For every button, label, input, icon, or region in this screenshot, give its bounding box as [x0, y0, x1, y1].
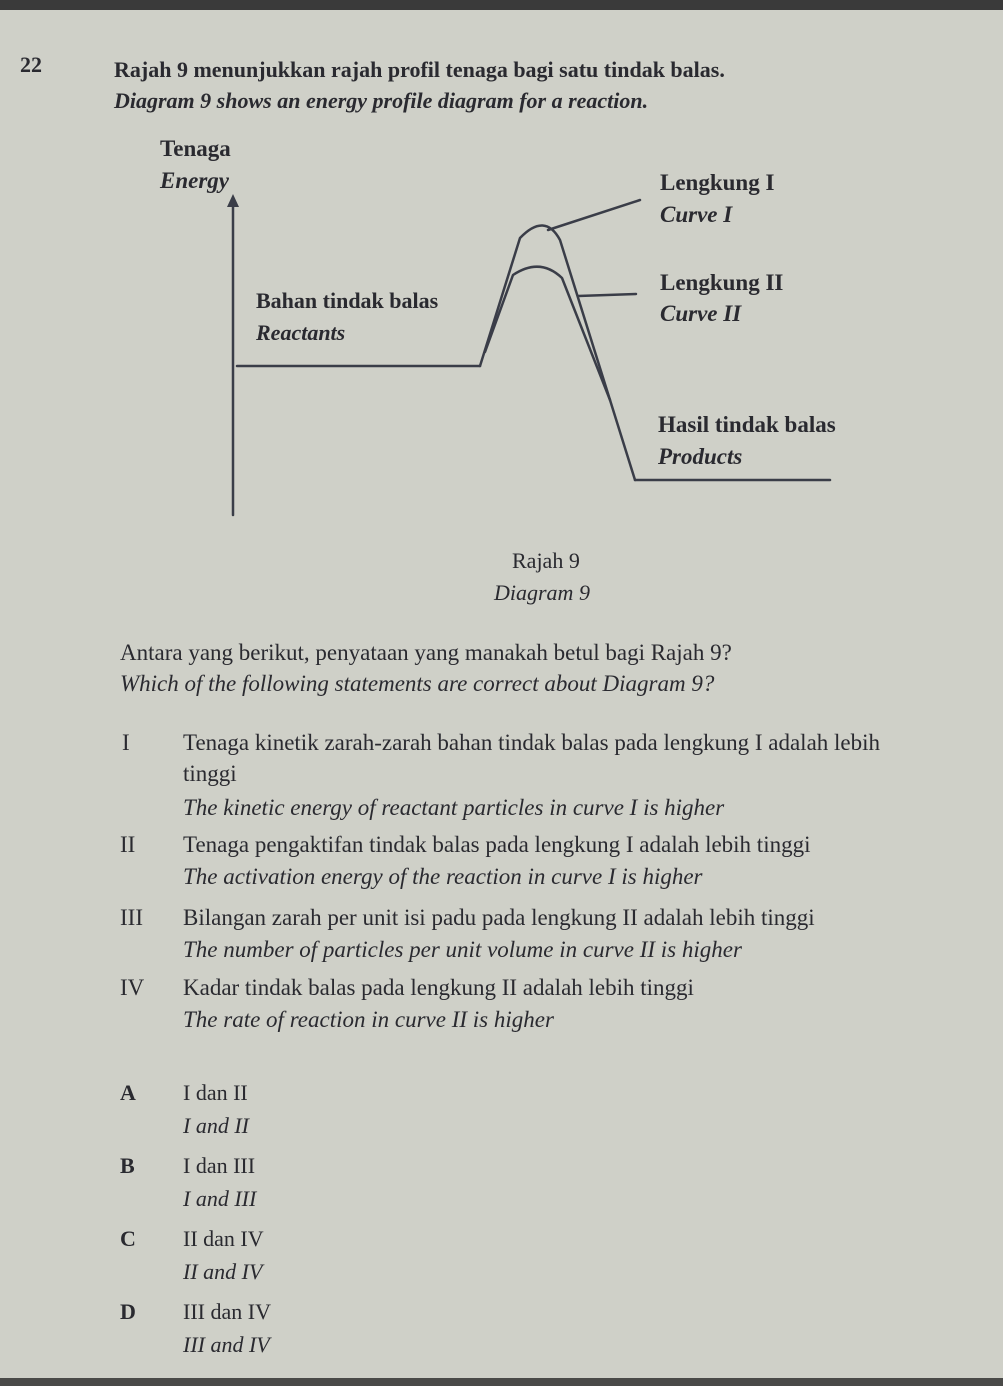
axis-label-ms: Tenaga	[160, 136, 231, 161]
statement-4-ms: Kadar tindak balas pada lengkung II adalah lebih tinggi	[183, 975, 694, 1000]
statement-1-ms: Tenaga kinetik zarah-zarah bahan tindak balas pada lengkung I adalah lebih	[183, 730, 881, 755]
statement-4-en: The rate of reaction in curve II is higher	[183, 1007, 554, 1032]
curve-1-label-en: Curve I	[660, 202, 733, 227]
option-text-ms: I dan III	[183, 1153, 256, 1178]
prompt-en: Which of the following statements are correct about Diagram 9?	[120, 671, 715, 696]
prompt-ms: Antara yang berikut, penyataan yang manakah betul bagi Rajah 9?	[120, 640, 732, 665]
statement-numeral: II	[120, 832, 136, 857]
diagram-caption-ms: Rajah 9	[512, 548, 580, 573]
curve-1-leader	[548, 200, 640, 230]
statement-1-en: The kinetic energy of reactant particles in curve I is higher	[183, 795, 725, 820]
option-text-en: II and IV	[183, 1259, 263, 1284]
curve-1-label-ms: Lengkung I	[660, 170, 775, 195]
option-text-ms: I dan II	[183, 1080, 248, 1105]
products-label-en: Products	[658, 444, 743, 469]
statement-2-en: The activation energy of the reaction in curve I is higher	[183, 864, 703, 889]
statement-2-ms: Tenaga pengaktifan tindak balas pada lengkung I adalah lebih tinggi	[183, 832, 811, 857]
statement-numeral: I	[122, 730, 130, 755]
reactants-label-en: Reactants	[256, 320, 346, 345]
reactants-label-ms: Bahan tindak balas	[256, 288, 439, 313]
curve-2-leader	[578, 294, 636, 296]
option-text-en: I and III	[183, 1186, 257, 1211]
energy-axis-arrowhead	[227, 194, 239, 207]
statement-numeral: III	[120, 905, 143, 930]
option-text-en: I and II	[183, 1113, 249, 1138]
option-letter: D	[120, 1299, 136, 1324]
question-stem-ms: Rajah 9 menunjukkan rajah profil tenaga bagi satu tindak balas.	[114, 57, 725, 82]
photo-bottom-edge	[0, 1378, 1003, 1386]
option-letter: A	[120, 1080, 136, 1105]
axis-label-en: Energy	[160, 168, 229, 193]
option-letter: C	[120, 1226, 136, 1251]
curve-2-label-ms: Lengkung II	[660, 270, 784, 295]
statement-3-en: The number of particles per unit volume in curve II is higher	[183, 937, 742, 962]
question-number: 22	[20, 52, 42, 77]
statement-3-ms: Bilangan zarah per unit isi padu pada lengkung II adalah lebih tinggi	[183, 905, 815, 930]
diagram-caption-en: Diagram 9	[494, 580, 590, 605]
statement-1-ms-cont: tinggi	[183, 761, 237, 786]
option-text-ms: III dan IV	[183, 1299, 271, 1324]
products-label-ms: Hasil tindak balas	[658, 412, 836, 437]
option-text-en: III and IV	[183, 1332, 270, 1357]
curve-1	[480, 225, 635, 480]
curve-2-label-en: Curve II	[660, 301, 742, 326]
option-text-ms: II dan IV	[183, 1226, 264, 1251]
question-stem-en: Diagram 9 shows an energy profile diagram for a reaction.	[114, 88, 649, 113]
statement-numeral: IV	[120, 975, 145, 1000]
option-letter: B	[120, 1153, 135, 1178]
energy-profile-diagram	[0, 0, 1003, 620]
